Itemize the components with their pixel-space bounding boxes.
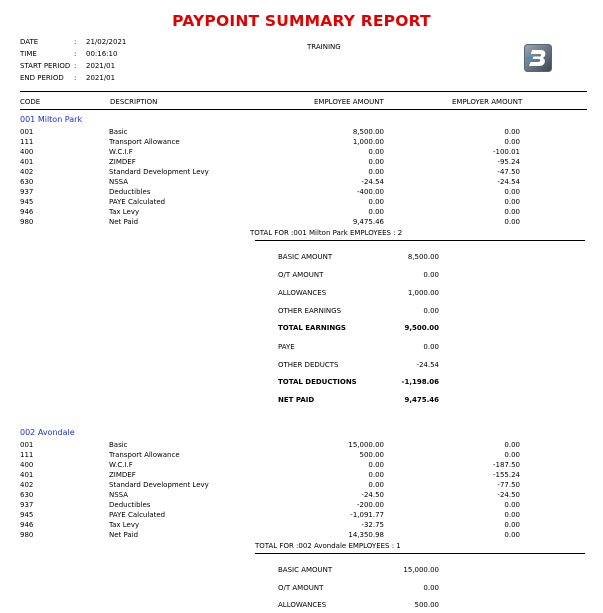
row-description: Tax Levy xyxy=(109,521,140,529)
row-employer-amount: 0.00 xyxy=(504,138,520,146)
table-row xyxy=(0,208,603,218)
table-row xyxy=(0,168,603,178)
summary-value: 0.00 xyxy=(423,307,439,315)
row-employer-amount: 0.00 xyxy=(504,531,520,539)
summary-label: NET PAID xyxy=(278,396,315,404)
row-employee-amount: -200.00 xyxy=(356,501,384,509)
col-employer-amount-header: EMPLOYER AMOUNT xyxy=(452,98,523,106)
table-row xyxy=(0,531,603,541)
summary-label: OTHER EARNINGS xyxy=(278,307,342,315)
row-employee-amount: 0.00 xyxy=(368,481,384,489)
row-description: NSSA xyxy=(109,178,129,186)
row-employer-amount: -187.50 xyxy=(492,461,520,469)
row-employer-amount: -77.50 xyxy=(497,481,520,489)
row-employer-amount: 0.00 xyxy=(504,501,520,509)
header-rule-top xyxy=(20,91,587,92)
row-description: Standard Development Levy xyxy=(109,168,209,176)
row-employer-amount: 0.00 xyxy=(504,208,520,216)
summary-value: 500.00 xyxy=(414,601,439,609)
table-row xyxy=(0,138,603,148)
table-row xyxy=(0,491,603,501)
header-colon: : xyxy=(74,74,77,82)
section-total-line: TOTAL FOR :001 Milton Park EMPLOYEES : 2 xyxy=(250,229,403,237)
row-employee-amount: 0.00 xyxy=(368,168,384,176)
header-colon: : xyxy=(74,38,77,46)
summary-label: BASIC AMOUNT xyxy=(278,566,333,574)
row-code: 111 xyxy=(20,138,34,146)
header-label: TIME xyxy=(20,50,37,58)
col-employee-amount-header: EMPLOYEE AMOUNT xyxy=(314,98,384,106)
row-code: 402 xyxy=(20,481,34,489)
summary-row xyxy=(0,307,603,319)
summary-value: 1,000.00 xyxy=(407,289,439,297)
summary-row xyxy=(0,566,603,578)
section-title: 001 Milton Park xyxy=(20,115,83,124)
col-description-header: DESCRIPTION xyxy=(110,98,158,106)
summary-label: BASIC AMOUNT xyxy=(278,253,333,261)
row-code: 111 xyxy=(20,451,34,459)
table-row xyxy=(0,451,603,461)
row-description: Deductibles xyxy=(109,188,151,196)
table-row xyxy=(0,148,603,158)
row-description: Deductibles xyxy=(109,501,151,509)
table-row xyxy=(0,481,603,491)
row-employer-amount: 0.00 xyxy=(504,521,520,529)
header-rule-bottom xyxy=(20,109,587,110)
row-employee-amount: 0.00 xyxy=(368,158,384,166)
table-row xyxy=(0,178,603,188)
row-description: ZIMDEF xyxy=(109,471,136,479)
summary-value: 0.00 xyxy=(423,584,439,592)
table-row xyxy=(0,501,603,511)
row-code: 937 xyxy=(20,501,34,509)
row-employer-amount: -47.50 xyxy=(497,168,520,176)
header-value: 2021/01 xyxy=(86,74,116,82)
row-employee-amount: 500.00 xyxy=(359,451,384,459)
row-employer-amount: -24.50 xyxy=(497,491,520,499)
row-code: 401 xyxy=(20,471,34,479)
row-employee-amount: -24.54 xyxy=(361,178,384,186)
row-employee-amount: -1,091.77 xyxy=(350,511,384,519)
table-row xyxy=(0,521,603,531)
row-code: 945 xyxy=(20,511,34,519)
row-employee-amount: 15,000.00 xyxy=(348,441,384,449)
section-total-line: TOTAL FOR :002 Avondale EMPLOYEES : 1 xyxy=(255,542,401,550)
table-row xyxy=(0,471,603,481)
summary-value: 0.00 xyxy=(423,271,439,279)
row-code: 945 xyxy=(20,198,34,206)
summary-label: ALLOWANCES xyxy=(278,289,327,297)
row-employee-amount: 0.00 xyxy=(368,471,384,479)
summary-row xyxy=(0,361,603,373)
summary-row xyxy=(0,343,603,355)
row-employee-amount: 0.00 xyxy=(368,148,384,156)
summary-row xyxy=(0,324,603,336)
row-employer-amount: -24.54 xyxy=(497,178,520,186)
row-description: Basic xyxy=(109,441,128,449)
summary-label: PAYE xyxy=(278,343,295,351)
row-code: 937 xyxy=(20,188,34,196)
row-description: PAYE Calculated xyxy=(109,511,166,519)
summary-value: 9,475.46 xyxy=(404,396,439,404)
table-row xyxy=(0,461,603,471)
row-description: ZIMDEF xyxy=(109,158,136,166)
summary-row xyxy=(0,289,603,301)
table-row xyxy=(0,128,603,138)
report-title: PAYPOINT SUMMARY REPORT xyxy=(172,12,431,30)
summary-row xyxy=(0,601,603,613)
row-code: 400 xyxy=(20,148,34,156)
row-description: Net Paid xyxy=(109,531,139,539)
company-name: TRAINING xyxy=(307,43,341,51)
row-employer-amount: 0.00 xyxy=(504,218,520,226)
summary-value: 15,000.00 xyxy=(403,566,439,574)
summary-label: O/T AMOUNT xyxy=(278,584,324,592)
row-employee-amount: -32.75 xyxy=(361,521,384,529)
row-employer-amount: 0.00 xyxy=(504,188,520,196)
header-label: DATE xyxy=(20,38,39,46)
row-description: PAYE Calculated xyxy=(109,198,166,206)
row-code: 001 xyxy=(20,128,34,136)
summary-label: OTHER DEDUCTS xyxy=(278,361,339,369)
header-value: 21/02/2021 xyxy=(86,38,127,46)
row-code: 980 xyxy=(20,531,34,539)
row-code: 400 xyxy=(20,461,34,469)
total-rule xyxy=(255,553,585,554)
summary-label: ALLOWANCES xyxy=(278,601,327,609)
header-value: 2021/01 xyxy=(86,62,116,70)
section-title: 002 Avondale xyxy=(20,428,75,437)
row-employer-amount: 0.00 xyxy=(504,511,520,519)
summary-value: 0.00 xyxy=(423,343,439,351)
row-description: Basic xyxy=(109,128,128,136)
summary-row xyxy=(0,396,603,408)
row-description: Standard Development Levy xyxy=(109,481,209,489)
row-employer-amount: -95.24 xyxy=(497,158,520,166)
row-code: 630 xyxy=(20,491,34,499)
table-row xyxy=(0,198,603,208)
table-row xyxy=(0,218,603,228)
b-logo-icon xyxy=(524,44,552,72)
row-employer-amount: -100.01 xyxy=(492,148,520,156)
summary-value: -1,198.06 xyxy=(401,378,439,386)
row-employer-amount: 0.00 xyxy=(504,198,520,206)
row-employer-amount: 0.00 xyxy=(504,128,520,136)
row-employer-amount: 0.00 xyxy=(504,441,520,449)
row-employee-amount: 0.00 xyxy=(368,198,384,206)
summary-value: 9,500.00 xyxy=(404,324,439,332)
row-code: 001 xyxy=(20,441,34,449)
row-description: W.C.I.F xyxy=(109,461,133,469)
table-row xyxy=(0,441,603,451)
row-employee-amount: 0.00 xyxy=(368,461,384,469)
header-colon: : xyxy=(74,62,77,70)
row-description: Net Paid xyxy=(109,218,139,226)
row-description: W.C.I.F xyxy=(109,148,133,156)
summary-value: -24.54 xyxy=(416,361,439,369)
header-colon: : xyxy=(74,50,77,58)
row-description: Transport Allowance xyxy=(109,451,180,459)
col-code-header: CODE xyxy=(20,98,41,106)
row-code: 980 xyxy=(20,218,34,226)
row-employee-amount: 0.00 xyxy=(368,208,384,216)
total-rule xyxy=(255,240,585,241)
summary-label: O/T AMOUNT xyxy=(278,271,324,279)
row-employer-amount: -155.24 xyxy=(492,471,520,479)
summary-row xyxy=(0,584,603,596)
header-label: START PERIOD xyxy=(20,62,71,70)
row-employee-amount: -24.50 xyxy=(361,491,384,499)
row-employee-amount: 1,000.00 xyxy=(352,138,384,146)
summary-row xyxy=(0,271,603,283)
row-code: 946 xyxy=(20,208,34,216)
summary-row xyxy=(0,378,603,390)
row-employer-amount: 0.00 xyxy=(504,451,520,459)
row-employee-amount: 8,500.00 xyxy=(352,128,384,136)
row-description: NSSA xyxy=(109,491,129,499)
summary-value: 8,500.00 xyxy=(407,253,439,261)
row-employee-amount: 14,350.98 xyxy=(348,531,384,539)
header-value: 00:16:10 xyxy=(86,50,118,58)
row-employee-amount: 9,475.46 xyxy=(352,218,384,226)
row-code: 630 xyxy=(20,178,34,186)
summary-label: TOTAL EARNINGS xyxy=(278,324,346,332)
header-label: END PERIOD xyxy=(20,74,64,82)
row-code: 946 xyxy=(20,521,34,529)
row-description: Tax Levy xyxy=(109,208,140,216)
summary-row xyxy=(0,253,603,265)
table-row xyxy=(0,511,603,521)
row-code: 401 xyxy=(20,158,34,166)
row-code: 402 xyxy=(20,168,34,176)
table-row xyxy=(0,158,603,168)
summary-label: TOTAL DEDUCTIONS xyxy=(278,378,357,386)
row-description: Transport Allowance xyxy=(109,138,180,146)
table-row xyxy=(0,188,603,198)
row-employee-amount: -400.00 xyxy=(356,188,384,196)
